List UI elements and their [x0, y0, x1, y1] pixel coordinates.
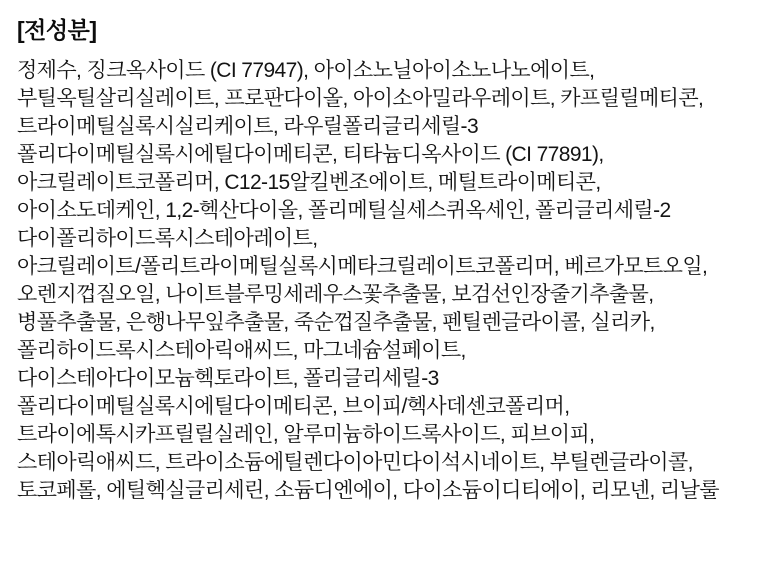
- ingredient-line: 폴리하이드록시스테아릭애씨드, 마그네슘설페이트,: [17, 339, 466, 362]
- ingredient-line: 아크릴레이트/폴리트라이메틸실록시메타크릴레이트코폴리머, 베르가모트오일,: [17, 255, 708, 278]
- ingredients-list: [17, 57, 774, 505]
- ingredient-line: 스테아릭애씨드, 트라이소듐에틸렌다이아민다이석시네이트, 부틸렌글라이콜,: [17, 451, 693, 474]
- ingredient-line: 병풀추출물, 은행나무잎추출물, 죽순껍질추출물, 펜틸렌글라이콜, 실리카,: [17, 311, 655, 334]
- ingredient-line: 아크릴레이트코폴리머, C12-15알킬벤조에이트, 메틸트라이메티콘,: [17, 171, 601, 194]
- ingredient-line: 정제수, 징크옥사이드 (CI 77947), 아이소노닐아이소노나노에이트,: [17, 59, 595, 82]
- ingredient-line: 폴리다이메틸실록시에틸다이메티콘, 티타늄디옥사이드 (CI 77891),: [17, 143, 604, 166]
- ingredient-line: 오렌지껍질오일, 나이트블루밍세레우스꽃추출물, 보검선인장줄기추출물,: [17, 283, 654, 306]
- ingredient-line: 다이스테아다이모늄헥토라이트, 폴리글리세릴-3: [17, 367, 439, 390]
- ingredient-line: 다이폴리하이드록시스테아레이트,: [17, 227, 318, 250]
- ingredient-line: 트라이에톡시카프릴릴실레인, 알루미늄하이드록사이드, 피브이피,: [17, 423, 595, 446]
- ingredient-line: 아이소도데케인, 1,2-헥산다이올, 폴리메틸실세스퀴옥세인, 폴리글리세릴-2: [17, 199, 671, 222]
- ingredient-line: 부틸옥틸살리실레이트, 프로판다이올, 아이소아밀라우레이트, 카프릴릴메티콘,: [17, 87, 704, 110]
- ingredient-line: 트라이메틸실록시실리케이트, 라우릴폴리글리세릴-3: [17, 115, 479, 138]
- ingredients-section-title: [전성분]: [17, 17, 97, 43]
- ingredient-line: 폴리다이메틸실록시에틸다이메티콘, 브이피/헥사데센코폴리머,: [17, 395, 570, 418]
- ingredient-line: 토코페롤, 에틸헥실글리세린, 소듐디엔에이, 다이소듐이디티에이, 리모넨, 리날룰: [17, 479, 719, 502]
